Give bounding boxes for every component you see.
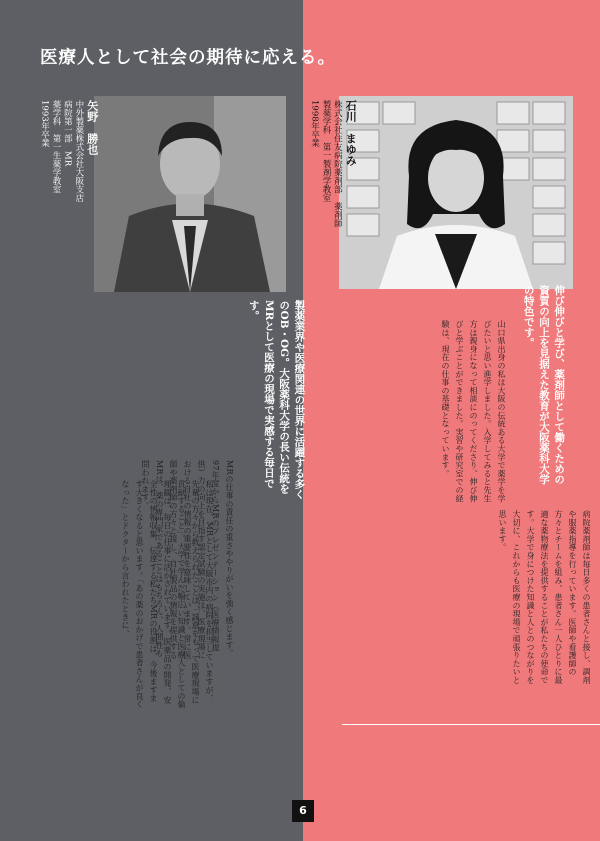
right-lead-text: 伸び伸びと学び、薬剤師として働くための資質の向上を見据えた教育が大阪薬科大学の特色です。 [522,285,566,485]
right-profile-line: 1998年卒業 [309,100,320,148]
right-profile-line: 製薬学科 第一製剤学教室 [320,100,331,202]
left-body-text-top: MRの仕事の責任の重さややりがいを強く感じます。97年度からMRのプレゼンテーション（医療情報提供）力の向上を目指す認定試験の実施は、医療現場における自社の情報の重要性を意味しています。常に医師や薬剤師の方々と接し、自社製品の情報を提供するMRは、薬の専門家であることはもちろん、人間性も問われます。 [141,460,234,660]
male-portrait-illustration [94,96,286,292]
page-number: 6 [292,800,314,822]
female-portrait-illustration [339,96,573,289]
female-pharmacist-photo [339,96,573,289]
left-profile-line: 1993年卒業 [39,100,50,148]
right-profile-name: 石川 まゆみ [344,100,358,166]
left-profile-name: 矢野 勝也 [85,100,99,155]
left-profile-line: 病院第一部 MR [62,100,73,167]
right-body-text-middle: 病院薬剤師は毎日多くの患者さんと接し、調剤や服薬指導を行っています。医師や看護師の方々とチームを組み、患者さん一人ひとりに最適な薬物療法を提供することが私たちの使命です。大学で身につけた知識と人とのつながりを大切に、これからも医療の現場で頑張りたいと思います。 [498,510,591,685]
left-lead-text: 製薬業界や医療関連の世界に活躍する多くのOB・OG。大阪薬科大学の長い伝統をMRとして医療の現場で実感する毎日です。 [247,300,306,500]
right-divider-line [342,724,600,725]
left-profile-caption [38,100,99,300]
left-body-text-bottom: 私は現在、MRとして大阪市内の病院を担当していますが、先輩の方々から教えられたことは「誠意をもって医療現場に貢献すること」。大学で学んだ幅広い知識と医療人としての倫理観は、毎日の仕事に活かされています。医薬品の開発、安全性の情報収集、伝達する私たちMRの役割は、今後ますます大きくなると思います。「あの薬のおかげで患者さんが良くなった」とドクターから言われたときに、 [121,480,214,709]
left-profile-line: 薬学科 第一生薬学教室 [50,100,61,194]
right-body-text-top: 山口県出身の私は大阪の伝統ある大学で薬学を学びたいと思い進学しました。入学してみると先生方は親身になって相談にのってくださり、伸び伸びと学ぶことができました。実習や研究室での経験は、現在の仕事の基礎となっています。 [441,320,506,503]
page-headline: 医療人として社会の期待に応える。 [40,48,336,68]
right-profile-line: 株式会社住友病院薬剤部 薬剤師 [332,100,343,228]
right-profile-caption [308,100,357,300]
male-pharmacist-photo [94,96,286,292]
left-profile-line: 中外製薬株式会社大阪支店 [73,100,84,202]
